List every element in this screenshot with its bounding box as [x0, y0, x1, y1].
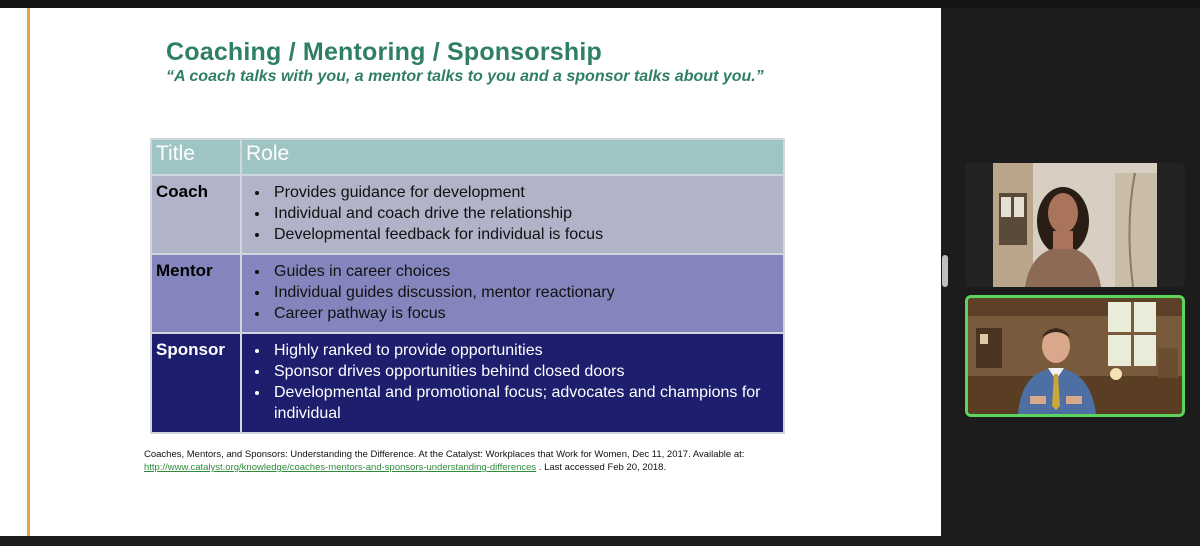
list-item: • Guides in career choices [270, 261, 779, 282]
slide-accent-line [27, 8, 30, 536]
row-title-coach: Coach [152, 176, 240, 253]
participant-video-tile-1[interactable] [965, 163, 1185, 287]
list-item: • Developmental feedback for individual is focus [270, 224, 779, 245]
shared-slide [0, 8, 941, 536]
roles-table [150, 138, 785, 434]
header-title: Title [152, 140, 240, 174]
participant-video-1 [965, 163, 1185, 287]
table-header-row [152, 140, 783, 174]
row-title-sponsor: Sponsor [152, 334, 240, 432]
list-item: • Individual and coach drive the relationship [270, 203, 779, 224]
citation-link[interactable]: http://www.catalyst.org/knowledge/coaches-mentors-and-sponsors-understanding-differences [144, 462, 537, 473]
table-row-mentor [152, 255, 783, 332]
slide-quote: “A coach talks with you, a mentor talks to you and a sponsor talks about you.” [166, 68, 764, 85]
list-item: • Highly ranked to provide opportunities [270, 340, 779, 361]
row-roles-mentor [242, 255, 783, 332]
slide-citation [144, 448, 764, 474]
citation-text: Coaches, Mentors, and Sponsors: Understanding the Difference. At the Catalyst: Workplaces that Work for Women, Dec 11, 2017. Available at: [144, 449, 745, 460]
window-top-bar [0, 0, 1200, 8]
row-title-mentor: Mentor [152, 255, 240, 332]
list-item: • Individual guides discussion, mentor reactionary [270, 282, 779, 303]
row-roles-sponsor [242, 334, 783, 432]
participant-video-tile-2-active-speaker[interactable] [965, 295, 1185, 417]
header-role: Role [242, 140, 783, 174]
participant-video-2 [968, 298, 1182, 414]
table-row-sponsor [152, 334, 783, 432]
list-item: • Developmental and promotional focus; advocates and champions for individual [270, 382, 779, 424]
table-row-coach [152, 176, 783, 253]
panel-resize-handle[interactable] [942, 255, 948, 287]
list-item: • Provides guidance for development [270, 182, 779, 203]
list-item: • Sponsor drives opportunities behind closed doors [270, 361, 779, 382]
row-roles-coach [242, 176, 783, 253]
citation-suffix: . Last accessed Feb 20, 2018. [538, 462, 667, 473]
list-item: • Career pathway is focus [270, 303, 779, 324]
slide-title: Coaching / Mentoring / Sponsorship [166, 38, 602, 66]
